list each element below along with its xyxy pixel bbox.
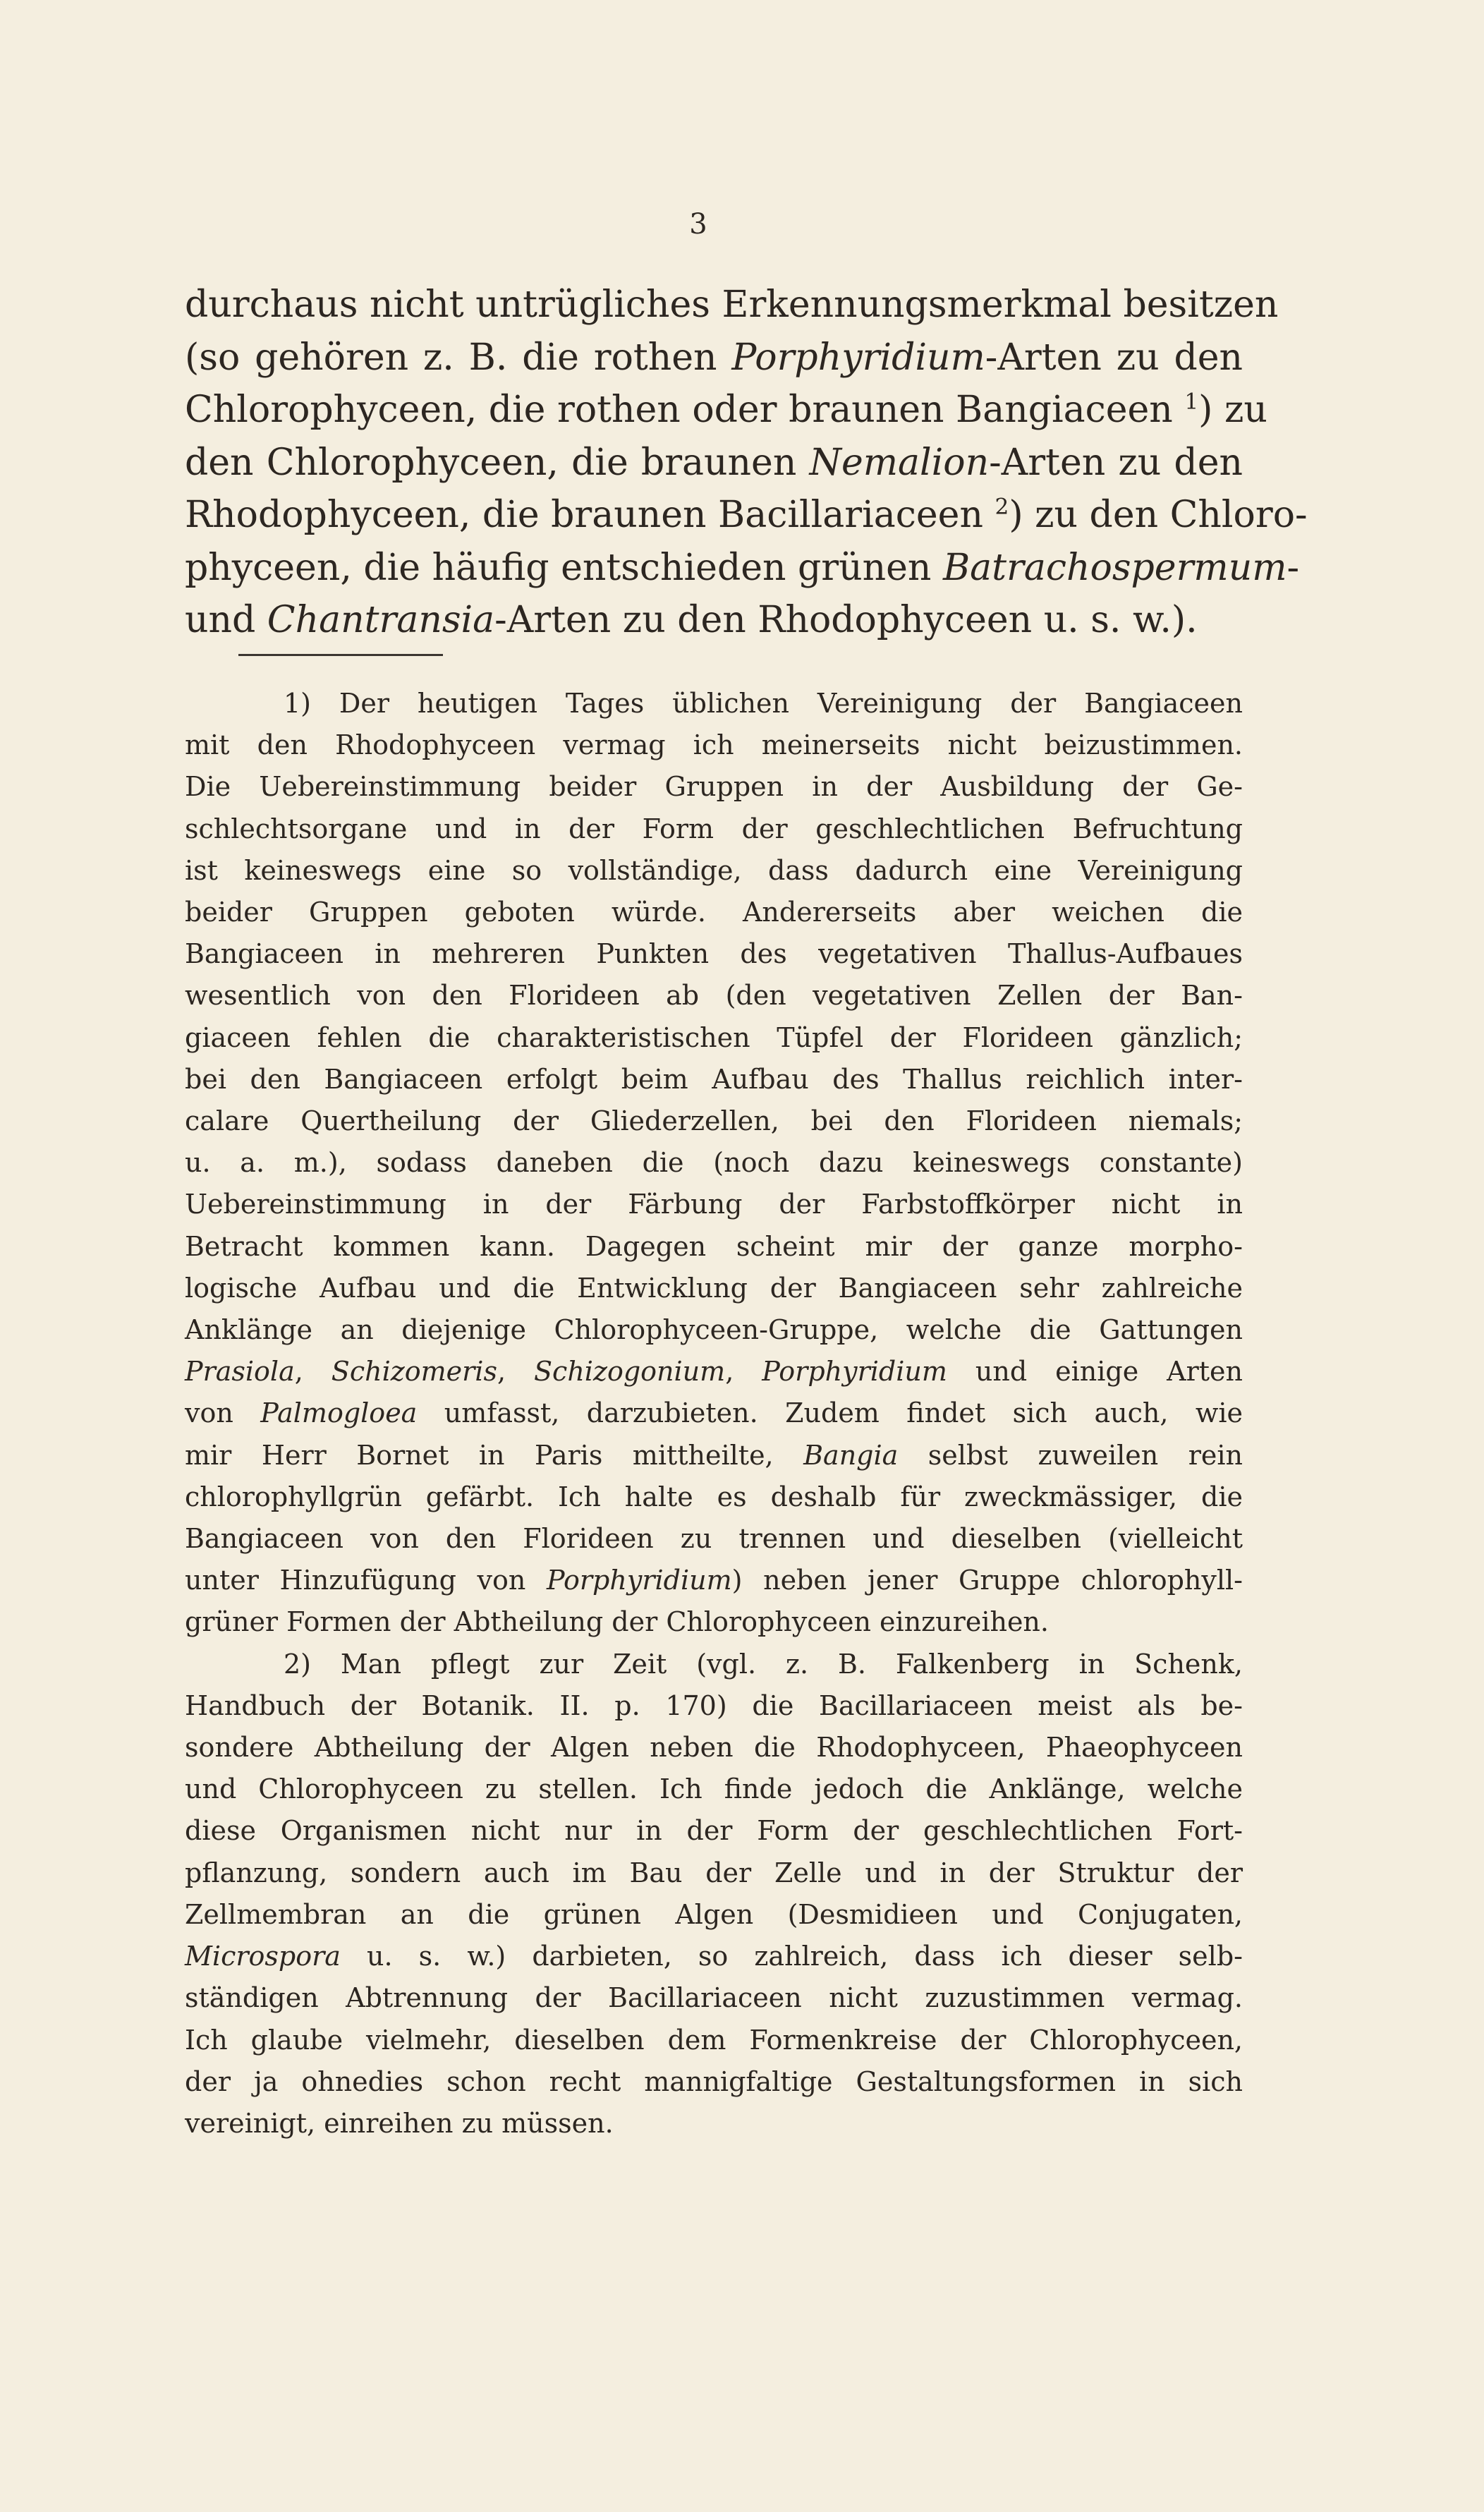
footnote-line (185, 2103, 1243, 2144)
italic-taxon-name: Chantransia (267, 599, 495, 641)
footnote-line (185, 1351, 1243, 1392)
footnote-line (185, 1685, 1243, 1727)
text-run: selbst zuweilen rein (898, 1439, 1243, 1471)
text-run: ) neben jener Gruppe chlorophyll- (731, 1565, 1243, 1596)
text-run: Anklänge an diejenige Chlorophyceen-Gruppe, welche die Gattungen (185, 1314, 1243, 1346)
main-text-line (185, 437, 1243, 490)
text-run: unter Hinzufügung von (185, 1565, 547, 1596)
page-number: 3 (689, 208, 707, 241)
text-run: grüner Formen der Abtheilung der Chlorophyceen einzureihen. (185, 1606, 1049, 1638)
footnote-line (185, 1977, 1243, 2019)
text-run: , (294, 1356, 332, 1388)
footnote-line (185, 766, 1243, 808)
text-run: Betracht kommen kann. Dagegen scheint mir der ganze morpho- (185, 1230, 1243, 1262)
text-run: (so gehören z. B. die rothen (185, 336, 732, 379)
text-run: -Arten zu den (985, 336, 1243, 379)
text-run: mit den Rhodophyceen vermag ich meinerseits nicht beizustimmen. (185, 729, 1243, 761)
text-run: giaceen fehlen die charakteristischen Tüpfel der Florideen gänzlich; (185, 1021, 1243, 1053)
main-text-line (185, 489, 1308, 542)
footnote-line (185, 933, 1243, 975)
footnote-line (185, 1936, 1243, 1977)
footnote-line (185, 2061, 1243, 2103)
text-run: 1) Der heutigen Tages üblichen Vereinigung der Bangiaceen (284, 688, 1243, 719)
text-run: Rhodophyceen, die braunen Bacillariaceen (185, 494, 995, 536)
footnote-marker: 2 (995, 494, 1009, 520)
text-run: chlorophyllgrün gefärbt. Ich halte es deshalb für zweckmässiger, die (185, 1481, 1243, 1512)
footnote-line (185, 1768, 1243, 1810)
text-run: -Arten zu den Rhodophyceen u. s. w.). (494, 599, 1198, 641)
text-run: umfasst, darzubieten. Zudem findet sich auch, wie (417, 1397, 1243, 1429)
text-run: Bangiaceen von den Florideen zu trennen und dieselben (vielleicht (185, 1523, 1243, 1555)
footnote-line (185, 1059, 1243, 1100)
footnote-line (185, 1727, 1243, 1768)
text-run: schlechtsorgane und in der Form der geschlechtlichen Befruchtung (185, 813, 1243, 844)
italic-taxon-name: Bangia (803, 1439, 899, 1471)
text-run: ist keineswegs eine so vollständige, dass dadurch eine Vereinigung (185, 854, 1243, 886)
italic-taxon-name: Schizogonium (534, 1356, 726, 1388)
footnote-line (185, 1476, 1243, 1518)
footnote-line (185, 975, 1243, 1017)
text-run: -Arten zu den (989, 441, 1243, 484)
footnote-marker: 1 (1184, 389, 1199, 415)
text-run: wesentlich von den Florideen ab (den vegetativen Zellen der Ban- (185, 980, 1243, 1012)
main-text-line (185, 542, 1300, 595)
italic-taxon-name: Palmogloea (260, 1397, 418, 1429)
footnote-line (185, 1142, 1243, 1184)
text-run: mir Herr Bornet in Paris mittheilte, (185, 1439, 804, 1471)
footnote-line (185, 683, 1243, 724)
text-run: pflanzung, sondern auch im Bau der Zelle und in der Struktur der (185, 1857, 1243, 1888)
footnote-line (185, 724, 1243, 766)
text-run: u. s. w.) darbieten, so zahlreich, dass ich dieser selb- (340, 1941, 1243, 1972)
footnotes (185, 683, 1243, 2144)
footnote-line (185, 2020, 1243, 2061)
text-run: calare Quertheilung der Gliederzellen, bei den Florideen niemals; (185, 1105, 1243, 1137)
text-run: Chlorophyceen, die rothen oder braunen Bangiaceen (185, 389, 1185, 431)
footnote-line (185, 1435, 1243, 1476)
text-run: von (185, 1397, 261, 1429)
footnote-line (185, 1392, 1243, 1434)
text-run: und Chlorophyceen zu stellen. Ich finde jedoch die Anklänge, welche (185, 1773, 1243, 1805)
text-run: ständigen Abtrennung der Bacillariaceen nicht zuzustimmen vermag. (185, 1982, 1243, 2014)
main-text-line (185, 279, 1279, 332)
footnote-line (185, 892, 1243, 933)
text-run: ) zu (1198, 389, 1267, 431)
footnote-line (185, 1100, 1243, 1142)
text-run: durchaus nicht untrügliches Erkennungsmerkmal besitzen (185, 284, 1279, 326)
text-run: Uebereinstimmung in der Färbung der Farbstoffkörper nicht in (185, 1189, 1243, 1220)
text-run: 2) Man pflegt zur Zeit (vgl. z. B. Falkenberg in Schenk, (284, 1648, 1243, 1680)
text-run: u. a. m.), sodass daneben die (noch dazu keineswegs constante) (185, 1147, 1243, 1179)
italic-taxon-name: Prasiola (185, 1356, 295, 1388)
footnote-line (185, 1268, 1243, 1309)
main-text-line (185, 332, 1243, 384)
text-run: , (725, 1356, 762, 1388)
text-run: und (185, 599, 267, 641)
footnote-line (185, 1601, 1243, 1643)
text-run: den Chlorophyceen, die braunen (185, 441, 810, 484)
footnote-line (185, 1810, 1243, 1852)
text-run: bei den Bangiaceen erfolgt beim Aufbau des Thallus reichlich inter- (185, 1063, 1243, 1095)
main-text-line (185, 384, 1267, 437)
italic-taxon-name: Schizomeris (331, 1356, 497, 1388)
footnote-line (185, 1560, 1243, 1601)
footnote-line (185, 1184, 1243, 1225)
text-run: und einige Arten (947, 1356, 1243, 1388)
italic-taxon-name: Batrachospermum (942, 546, 1287, 589)
text-run: Bangiaceen in mehreren Punkten des vegetativen Thallus-Aufbaues (185, 938, 1243, 970)
text-run: beider Gruppen geboten würde. Andererseits aber weichen die (185, 897, 1243, 928)
text-run: phyceen, die häufig entschieden grünen (185, 546, 943, 589)
italic-taxon-name: Porphyridium (731, 336, 985, 379)
footnote-line (185, 1518, 1243, 1560)
text-run: Ich glaube vielmehr, dieselben dem Formenkreise der Chlorophyceen, (185, 2024, 1243, 2056)
italic-taxon-name: Microspora (185, 1941, 341, 1972)
text-run: vereinigt, einreihen zu müssen. (185, 2107, 614, 2139)
footnote-line (185, 1309, 1243, 1351)
italic-taxon-name: Porphyridium (762, 1356, 947, 1388)
text-run: logische Aufbau und die Entwicklung der Bangiaceen sehr zahlreiche (185, 1272, 1243, 1304)
footnote-line (185, 1644, 1243, 1685)
text-run: ) zu den Chloro- (1009, 494, 1308, 536)
text-run: - (1287, 546, 1300, 589)
footnote-line (185, 808, 1243, 850)
footnote-line (185, 1852, 1243, 1894)
text-run: Zellmembran an die grünen Algen (Desmidieen und Conjugaten, (185, 1898, 1243, 1930)
text-run: sondere Abtheilung der Algen neben die Rhodophyceen, Phaeophyceen (185, 1732, 1243, 1764)
footnote-line (185, 850, 1243, 892)
italic-taxon-name: Nemalion (809, 441, 990, 484)
text-run: diese Organismen nicht nur in der Form der geschlechtlichen Fort- (185, 1815, 1243, 1847)
footnote-line (185, 1017, 1243, 1059)
text-run: Die Uebereinstimmung beider Gruppen in der Ausbildung der Ge- (185, 771, 1243, 803)
text-run: der ja ohnedies schon recht mannigfaltige Gestaltungsformen in sich (185, 2065, 1243, 2097)
footnote-line (185, 1226, 1243, 1268)
main-text-line (185, 594, 1243, 647)
footnote-separator (238, 654, 443, 656)
italic-taxon-name: Porphyridium (546, 1565, 732, 1596)
footnote-line (185, 1894, 1243, 1936)
text-run: , (497, 1356, 535, 1388)
text-run: Handbuch der Botanik. II. p. 170) die Bacillariaceen meist als be- (185, 1689, 1243, 1721)
main-text-paragraph (185, 279, 1308, 647)
